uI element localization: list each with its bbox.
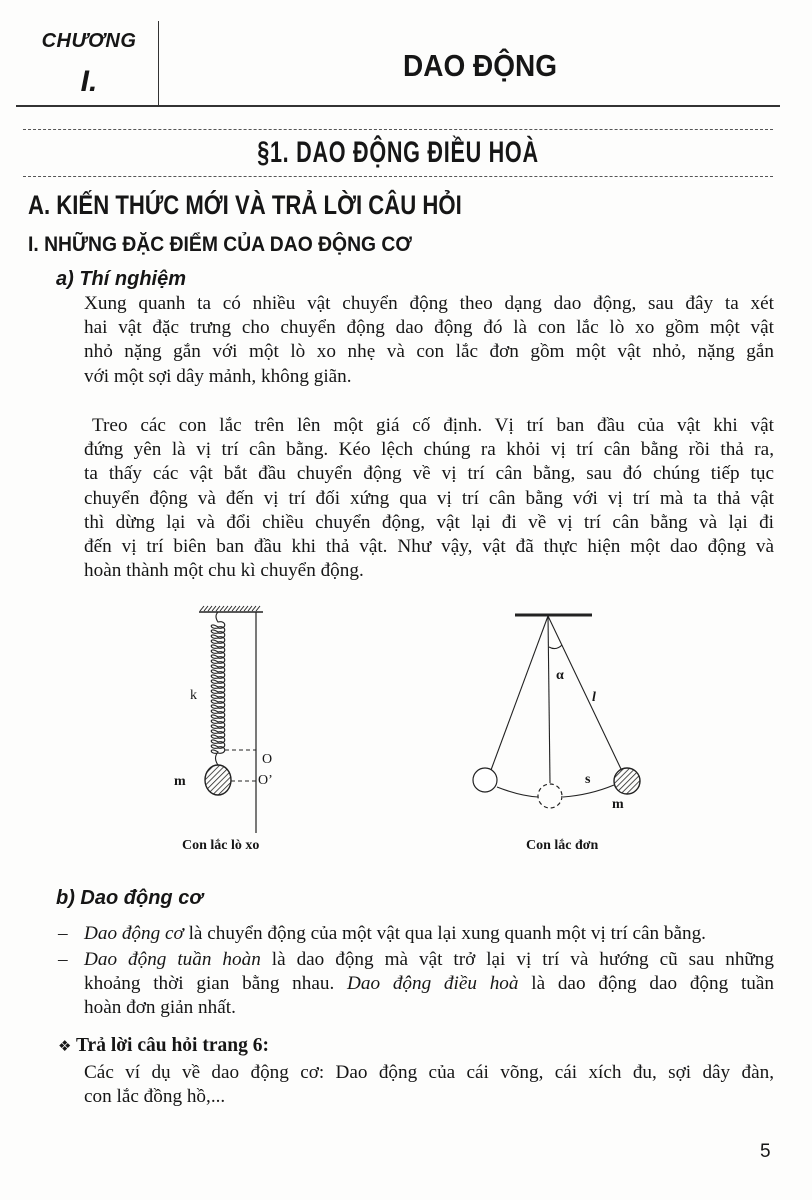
text-line: chuyển động và đến vị trí đối xứng qua vị trí cân bằng với vị trí mà ta thả vật: [84, 487, 774, 509]
label-s: s: [585, 772, 591, 787]
subheading-experiment: a) Thí nghiệm: [56, 268, 186, 290]
term-italic: Dao động cơ: [84, 923, 184, 944]
string-left: [491, 616, 548, 770]
text-line: đứng yên là vị trí cân bằng. Kéo lệch chúng ra khỏi vị trí cân bằng rồi thả ra,: [84, 439, 774, 461]
arc-path-left: [497, 787, 538, 797]
text-line: đến vị trí biên ban đầu khi thả vật. Như vậy, vật đã thực hiện một dao động và: [84, 536, 774, 558]
heading-i: I. NHỮNG ĐẶC ĐIỂM CỦA DAO ĐỘNG CƠ: [28, 233, 412, 256]
heading-a: A. KIẾN THỨC MỚI VÀ TRẢ LỜI CÂU HỎI: [28, 190, 462, 220]
bullet-text: khoảng thời gian bằng nhau.: [84, 973, 348, 995]
label-o: O: [262, 752, 273, 767]
label-m-spring: m: [174, 774, 186, 789]
section-title: §1. DAO ĐỘNG ĐIỀU HOÀ: [257, 136, 539, 169]
angle-arc: [549, 645, 562, 649]
string-right: [548, 616, 621, 769]
text-line: ta thấy các vật bắt đầu chuyển động về vị trí cân bằng, sau đó chúng tiếp tục: [84, 463, 774, 485]
term-italic: Dao động điều hoà: [347, 973, 519, 995]
label-length: l: [592, 690, 596, 705]
answer-heading: [58, 1035, 269, 1057]
bob-mass: [614, 768, 640, 794]
text-line: Xung quanh ta có nhiều vật chuyển động theo dạng dao động, sau đây ta xét: [84, 293, 774, 314]
chapter-title: DAO ĐỘNG: [403, 48, 557, 83]
text-line: hai vật đặc trưng cho chuyển động dao động đó là con lắc lò xo gồm một vật: [84, 317, 774, 339]
page-number: 5: [760, 1141, 771, 1162]
term-italic: Dao động tuần hoàn: [84, 949, 261, 970]
text-line: thì dừng lại và đổi chiều chuyển động, vật lại đi về vị trí cân bằng và lại đi: [84, 511, 774, 533]
answer-heading-text: Trả lời câu hỏi trang 6:: [75, 1035, 269, 1056]
bob-equilibrium-position: [538, 784, 562, 808]
bullet-text: hoàn đơn giản nhất.: [84, 997, 236, 1019]
bullet-text: là chuyển động của một vật qua lại xung quanh một vị trí cân bằng.: [183, 923, 706, 944]
diamond-bullet-icon: ❖: [58, 1037, 72, 1055]
text-line: với một sợi dây mảnh, không giãn.: [84, 365, 352, 387]
text-line: con lắc đồng hồ,...: [84, 1086, 226, 1108]
answer-paragraph: [84, 1061, 774, 1109]
string-vertical: [548, 616, 550, 783]
text-line: Các ví dụ về dao động cơ: Dao động của cái võng, cái xích đu, sợi dây đàn,: [84, 1062, 774, 1083]
text-line: Treo các con lắc trên lên một giá cố định. Vị trí ban đầu của vật khi vật: [92, 415, 774, 436]
subheading-mechanical-oscillation: b) Dao động cơ: [56, 887, 203, 909]
bob-left-position: [473, 768, 497, 792]
text-line: hoàn thành một chu kì chuyển động.: [84, 560, 364, 582]
label-k: k: [190, 688, 197, 703]
bullet-text: là dao động mà vật trở lại vị trí và hướng cũ sau những: [260, 949, 774, 970]
caption-simple-pendulum: Con lắc đơn: [526, 838, 599, 853]
label-m-pendulum: m: [612, 797, 624, 812]
bullet-text: là dao động dao động tuần: [518, 973, 774, 995]
bullet-dash: –: [58, 949, 68, 970]
label-o-prime: O’: [258, 773, 273, 788]
caption-spring-pendulum: Con lắc lò xo: [182, 838, 260, 853]
chapter-number: I.: [80, 65, 98, 98]
text-line: nhỏ nặng gắn với một lò xo nhẹ và con lắc đơn gồm một vật nhỏ, nặng gắn: [84, 341, 774, 363]
chapter-label: CHƯƠNG: [41, 30, 137, 52]
bullet-dash: –: [58, 923, 68, 944]
label-alpha: α: [556, 668, 564, 683]
